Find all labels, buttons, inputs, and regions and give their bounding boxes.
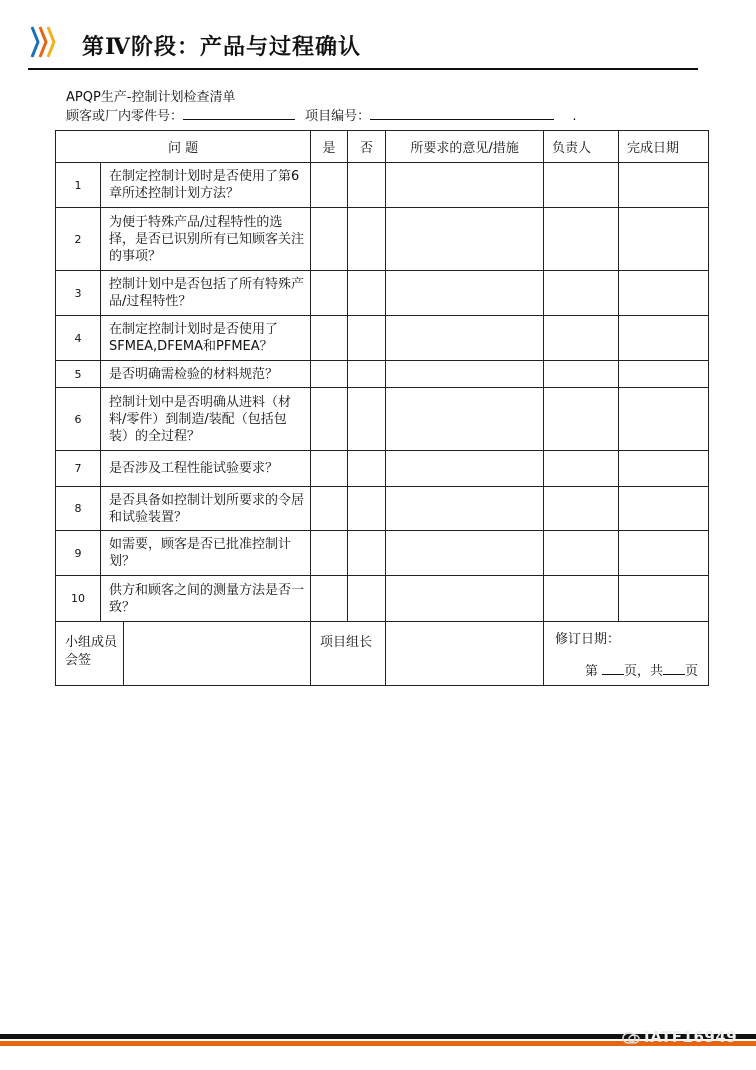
table-row: [56, 316, 709, 361]
due-date-cell[interactable]: [619, 531, 709, 576]
owner-cell[interactable]: [544, 388, 619, 451]
row-number: 6: [56, 388, 101, 451]
row-question: 在制定控制计划时是否使用了SFMEA,DFEMA和PFMEA？: [101, 316, 311, 361]
header-yes: 是: [311, 131, 348, 163]
watermark: [622, 1028, 737, 1046]
yes-cell[interactable]: [311, 316, 348, 361]
no-cell[interactable]: [348, 208, 386, 271]
project-no-label: 项目编号：: [305, 109, 371, 124]
title-divider: [28, 68, 698, 70]
owner-cell[interactable]: [544, 361, 619, 388]
page-suffix: 页: [685, 664, 699, 679]
yes-cell[interactable]: [311, 361, 348, 388]
row-number: 8: [56, 487, 101, 531]
project-leader-label: 项目组长: [311, 622, 386, 686]
table-row: [56, 531, 709, 576]
customer-part-field[interactable]: [183, 107, 295, 120]
trailing-dot: .: [572, 109, 577, 124]
page-total-field[interactable]: [663, 662, 685, 675]
comments-cell[interactable]: [386, 316, 544, 361]
yes-cell[interactable]: [311, 163, 348, 208]
no-cell[interactable]: [348, 163, 386, 208]
due-date-cell[interactable]: [619, 487, 709, 531]
due-date-cell[interactable]: [619, 271, 709, 316]
owner-cell[interactable]: [544, 163, 619, 208]
comments-cell[interactable]: [386, 388, 544, 451]
header-question: 问 题: [56, 131, 311, 163]
form-title: APQP生产-控制计划检查清单: [66, 90, 236, 105]
row-question: 供方和顾客之间的测量方法是否一致？: [101, 576, 311, 622]
comments-cell[interactable]: [386, 576, 544, 622]
row-question: 控制计划中是否包括了所有特殊产品/过程特性？: [101, 271, 311, 316]
no-cell[interactable]: [348, 451, 386, 487]
yes-cell[interactable]: [311, 271, 348, 316]
no-cell[interactable]: [348, 388, 386, 451]
revision-cell: [544, 622, 709, 686]
owner-cell[interactable]: [544, 271, 619, 316]
comments-cell[interactable]: [386, 163, 544, 208]
due-date-cell[interactable]: [619, 163, 709, 208]
row-number: 7: [56, 451, 101, 487]
comments-cell[interactable]: [386, 531, 544, 576]
row-question: 为便于特殊产品/过程特性的选择，是否已识别所有已知顾客关注的事项？: [101, 208, 311, 271]
control-plan-checklist: [55, 130, 709, 686]
row-number: 9: [56, 531, 101, 576]
no-cell[interactable]: [348, 576, 386, 622]
row-number: 4: [56, 316, 101, 361]
comments-cell[interactable]: [386, 487, 544, 531]
row-question: 控制计划中是否明确从进料（材料/零件）到制造/装配（包括包装）的全过程？: [101, 388, 311, 451]
project-leader-field[interactable]: [386, 622, 544, 686]
owner-cell[interactable]: [544, 576, 619, 622]
row-question: 如需要，顾客是否已批准控制计划？: [101, 531, 311, 576]
team-signoff-field[interactable]: [124, 622, 311, 686]
comments-cell[interactable]: [386, 271, 544, 316]
comments-cell[interactable]: [386, 208, 544, 271]
due-date-cell[interactable]: [619, 316, 709, 361]
table-header-row: [56, 131, 709, 163]
yes-cell[interactable]: [311, 388, 348, 451]
row-number: 3: [56, 271, 101, 316]
no-cell[interactable]: [348, 316, 386, 361]
wechat-icon: [622, 1032, 640, 1044]
form-identifiers: [66, 105, 576, 124]
row-number: 10: [56, 576, 101, 622]
row-question: 是否具备如控制计划所要求的令居和试验装置？: [101, 487, 311, 531]
yes-cell[interactable]: [311, 576, 348, 622]
row-question: 是否涉及工程性能试验要求？: [101, 451, 311, 487]
row-question: 是否明确需检验的材料规范？: [101, 361, 311, 388]
no-cell[interactable]: [348, 271, 386, 316]
signoff-row: [56, 622, 709, 686]
table-row: [56, 163, 709, 208]
table-row: [56, 487, 709, 531]
row-question: 在制定控制计划时是否使用了第6章所述控制计划方法？: [101, 163, 311, 208]
table-row: [56, 361, 709, 388]
page-title: 第Ⅳ阶段：产品与过程确认: [82, 34, 361, 60]
table-row: [56, 388, 709, 451]
owner-cell[interactable]: [544, 487, 619, 531]
header-due-date: 完成日期: [619, 131, 709, 163]
yes-cell[interactable]: [311, 531, 348, 576]
owner-cell[interactable]: [544, 531, 619, 576]
header-no: 否: [348, 131, 386, 163]
page-prefix: 第: [584, 664, 598, 679]
yes-cell[interactable]: [311, 487, 348, 531]
comments-cell[interactable]: [386, 361, 544, 388]
comments-cell[interactable]: [386, 451, 544, 487]
due-date-cell[interactable]: [619, 576, 709, 622]
page-middle: 页，共: [623, 664, 663, 679]
due-date-cell[interactable]: [619, 451, 709, 487]
table-row: [56, 208, 709, 271]
yes-cell[interactable]: [311, 451, 348, 487]
table-row: [56, 451, 709, 487]
table-row: [56, 271, 709, 316]
page-counter: [585, 660, 698, 679]
watermark-text: IATF16949: [644, 1028, 738, 1046]
page-number-field[interactable]: [602, 662, 624, 675]
revision-date-label: 修订日期：: [555, 632, 621, 647]
table-row: [56, 576, 709, 622]
due-date-cell[interactable]: [619, 388, 709, 451]
owner-cell[interactable]: [544, 208, 619, 271]
no-cell[interactable]: [348, 487, 386, 531]
row-number: 2: [56, 208, 101, 271]
owner-cell[interactable]: [544, 316, 619, 361]
row-number: 1: [56, 163, 101, 208]
due-date-cell[interactable]: [619, 361, 709, 388]
owner-cell[interactable]: [544, 451, 619, 487]
customer-part-label: 顾客或厂内零件号：: [66, 109, 184, 124]
no-cell[interactable]: [348, 361, 386, 388]
project-no-field[interactable]: [370, 107, 554, 120]
header-comments: 所要求的意见/措施: [386, 131, 544, 163]
team-signoff-label: 小组成员会签: [56, 622, 124, 686]
due-date-cell[interactable]: [619, 208, 709, 271]
no-cell[interactable]: [348, 531, 386, 576]
brand-logo: [30, 24, 60, 60]
yes-cell[interactable]: [311, 208, 348, 271]
row-number: 5: [56, 361, 101, 388]
header-owner: 负责人: [544, 131, 619, 163]
